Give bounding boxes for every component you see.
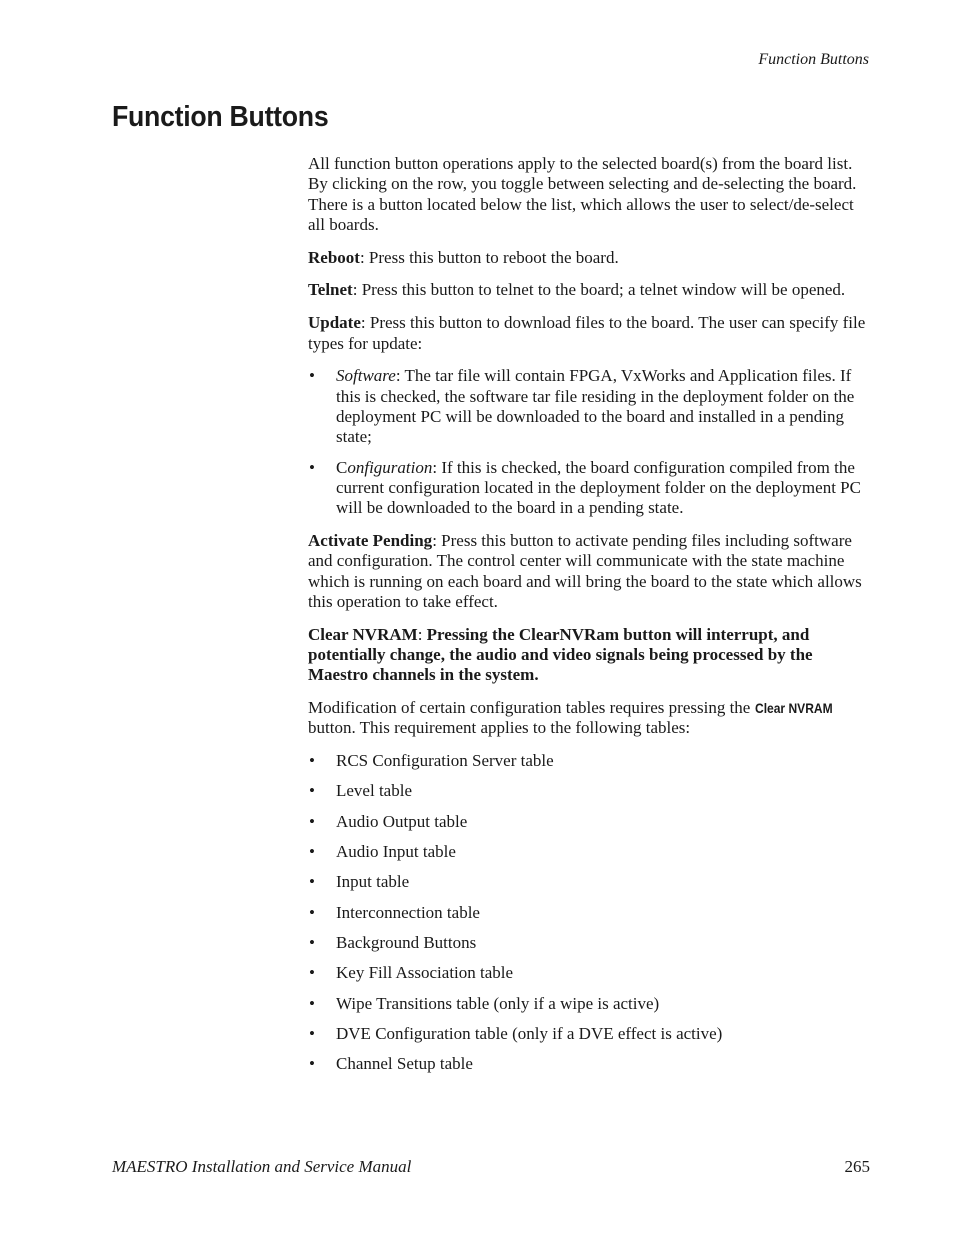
- clear-nvram-paragraph: [308, 625, 870, 686]
- list-item-configuration: [308, 458, 870, 519]
- list-item: [308, 994, 870, 1014]
- bullet: •: [309, 963, 315, 983]
- intro-paragraph: All function button operations apply to the selected board(s) from the board list. By clicking on the row, you toggle between selecting and de-selecting the board. There is a button located below the list, which allows the user to select/de-select all boards.: [308, 154, 857, 234]
- list-item: [308, 872, 870, 892]
- page-number: 265: [844, 1157, 870, 1176]
- table-name: Wipe Transitions table (only if a wipe is active): [336, 993, 660, 1013]
- option-term: onfiguration: [347, 457, 433, 477]
- activate-label: Activate Pending: [308, 530, 433, 550]
- list-item: [308, 812, 870, 832]
- list-item: [308, 1024, 870, 1044]
- table-name: RCS Configuration Server table: [336, 751, 554, 771]
- clear-nvram-warning: Pressing the ClearNVRam button will interrupt, and potentially change, the audio and video signals being processed by the Maestro channels in the system.: [308, 624, 813, 685]
- list-item: [308, 751, 870, 771]
- list-item: [308, 933, 870, 953]
- option-description: : The tar file will contain FPGA, VxWorks and Application files. If this is checked, the software tar file residing in the deployment folder on the deployment PC will be downloaded to the board and installed in a pending state;: [336, 366, 855, 447]
- list-item: [308, 842, 870, 862]
- manual-title: MAESTRO Installation and Service Manual: [112, 1157, 412, 1176]
- update-label: Update: [308, 313, 361, 333]
- bullet: •: [309, 932, 315, 952]
- table-name: Interconnection table: [336, 902, 480, 922]
- modification-text-after: button. This requirement applies to the following tables:: [308, 718, 691, 738]
- list-item: [308, 963, 870, 983]
- reboot-label: Reboot: [308, 247, 360, 267]
- option-prefix: C: [336, 457, 348, 477]
- list-item: [308, 781, 870, 801]
- body-text: [308, 154, 870, 1084]
- bullet: •: [309, 902, 315, 922]
- table-name: Channel Setup table: [336, 1054, 473, 1074]
- update-options-list: [308, 366, 870, 518]
- telnet-paragraph: [308, 280, 870, 300]
- table-name: Audio Output table: [336, 811, 468, 831]
- table-name: Input table: [336, 872, 410, 892]
- list-item: [308, 1054, 870, 1074]
- table-name: Key Fill Association table: [336, 963, 514, 983]
- bullet: •: [309, 1023, 315, 1043]
- bullet: •: [309, 781, 315, 801]
- table-name: Background Buttons: [336, 932, 477, 952]
- update-paragraph: [308, 313, 870, 354]
- bullet: •: [309, 842, 315, 862]
- bullet: •: [309, 366, 315, 386]
- telnet-label: Telnet: [308, 280, 353, 300]
- table-name: Audio Input table: [336, 842, 456, 862]
- running-header: Function Buttons: [758, 51, 869, 68]
- telnet-description: : Press this button to telnet to the board; a telnet window will be opened.: [352, 280, 846, 300]
- clear-nvram-separator: :: [417, 624, 427, 644]
- bullet: •: [309, 751, 315, 771]
- tables-list: [308, 751, 870, 1074]
- list-item-software: [308, 366, 870, 447]
- clear-nvram-ui-label: Clear NVRAM: [754, 700, 833, 717]
- option-term: Software: [336, 366, 396, 386]
- activate-description: : Press this button to activate pending files including software and configuration. The control center will communicate with the state machine which is running on each board and will bring the board to the state which allows this operation to take effect.: [308, 530, 862, 611]
- list-item: [308, 903, 870, 923]
- update-description: : Press this button to download files to the board. The user can specify file types for update:: [308, 313, 866, 353]
- page-title: Function Buttons: [112, 101, 329, 133]
- table-name: Level table: [336, 781, 412, 801]
- bullet: •: [309, 457, 315, 477]
- modification-text-before: Modification of certain configuration tables requires pressing the: [308, 698, 755, 718]
- bullet: •: [309, 872, 315, 892]
- bullet: •: [309, 1054, 315, 1074]
- modification-paragraph: [308, 698, 870, 739]
- bullet: •: [309, 811, 315, 831]
- reboot-paragraph: [308, 248, 870, 268]
- option-description: : If this is checked, the board configuration compiled from the current configuration located in the deployment folder on the deployment PC will be downloaded to the board in a pending state.: [336, 457, 861, 518]
- table-name: DVE Configuration table (only if a DVE effect is active): [336, 1023, 723, 1043]
- bullet: •: [309, 993, 315, 1013]
- activate-paragraph: [308, 531, 870, 612]
- clear-nvram-label: Clear NVRAM: [308, 624, 418, 644]
- reboot-description: : Press this button to reboot the board.: [359, 247, 619, 267]
